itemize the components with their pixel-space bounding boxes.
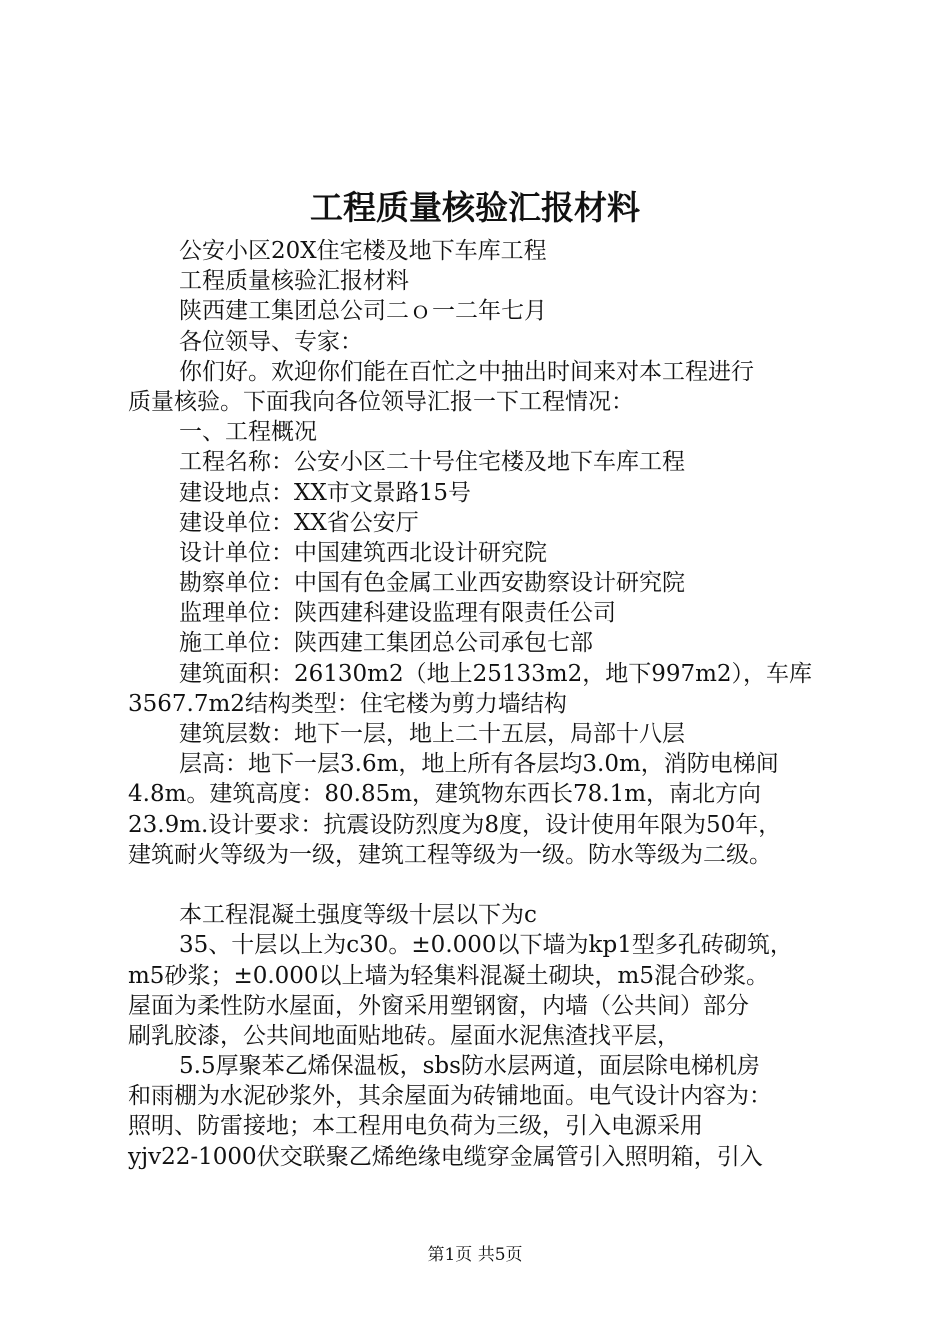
text-line: 35、十层以上为c30。±0.000以下墙为kp1型多孔砖砌筑，	[179, 932, 793, 959]
document-body	[128, 236, 848, 1172]
text-line: 一、工程概况	[179, 419, 317, 446]
document-title: 工程质量核验汇报材料	[310, 188, 640, 227]
text-line: 建筑耐火等级为一级，建筑工程等级为一级。防水等级为二级。	[128, 841, 772, 868]
text-line: 4.8m。建筑高度：80.85m，建筑物东西长78.1m，南北方向	[128, 781, 762, 808]
text-line: 你们好。欢迎你们能在百忙之中抽出时间来对本工程进行	[179, 358, 754, 385]
text-line: 5.5厚聚苯乙烯保温板，sbs防水层两道，面层除电梯机房	[179, 1053, 760, 1080]
text-line: 建设地点：XX市文景路15号	[179, 479, 472, 506]
blank-line	[128, 870, 848, 900]
text-line: 建筑面积：26130m2（地上25133m2，地下997m2），车库	[179, 660, 813, 687]
text-line: 工程名称：公安小区二十号住宅楼及地下车库工程	[179, 449, 685, 476]
text-line: 屋面为柔性防水屋面，外窗采用塑钢窗，内墙（公共间）部分	[128, 992, 749, 1019]
text-line: 建设单位：XX省公安厅	[179, 509, 419, 536]
text-line: 质量核验。下面我向各位领导汇报一下工程情况：	[128, 388, 634, 415]
text-line: 施工单位：陕西建工集团总公司承包七部	[179, 630, 593, 657]
text-line: 监理单位：陕西建科建设监理有限责任公司	[179, 600, 616, 627]
text-line: 23.9m.设计要求：抗震设防烈度为8度，设计使用年限为50年，	[128, 811, 782, 838]
page-footer: 第1页 共5页	[427, 1245, 523, 1265]
text-line: 层高：地下一层3.6m，地上所有各层均3.0m，消防电梯间	[179, 751, 779, 778]
text-line: 建筑层数：地下一层，地上二十五层，局部十八层	[179, 721, 685, 747]
text-line: 本工程混凝土强度等级十层以下为c	[179, 902, 537, 929]
text-line: 照明、防雷接地；本工程用电负荷为三级，引入电源采用	[128, 1113, 703, 1140]
text-line: 各位领导、专家：	[179, 328, 363, 355]
text-line: 刷乳胶漆，公共间地面贴地砖。屋面水泥焦渣找平层，	[128, 1022, 680, 1049]
text-line: m5砂浆；±0.000以上墙为轻集料混凝土砌块，m5混合砂浆。	[128, 962, 770, 989]
text-line: 设计单位：中国建筑西北设计研究院	[179, 539, 547, 566]
text-line: 陕西建工集团总公司二ｏ一二年七月	[179, 298, 547, 325]
text-line: 公安小区20X住宅楼及地下车库工程	[179, 238, 547, 264]
text-line: 勘察单位：中国有色金属工业西安勘察设计研究院	[179, 570, 685, 597]
text-line: 和雨棚为水泥砂浆外，其余屋面为砖铺地面。电气设计内容为：	[128, 1083, 772, 1110]
text-line: yjv22-1000伏交联聚乙烯绝缘电缆穿金属管引入照明箱，引入	[128, 1143, 763, 1170]
text-line: 工程质量核验汇报材料	[179, 268, 409, 295]
text-line: 3567.7m2结构类型：住宅楼为剪力墙结构	[128, 690, 567, 717]
